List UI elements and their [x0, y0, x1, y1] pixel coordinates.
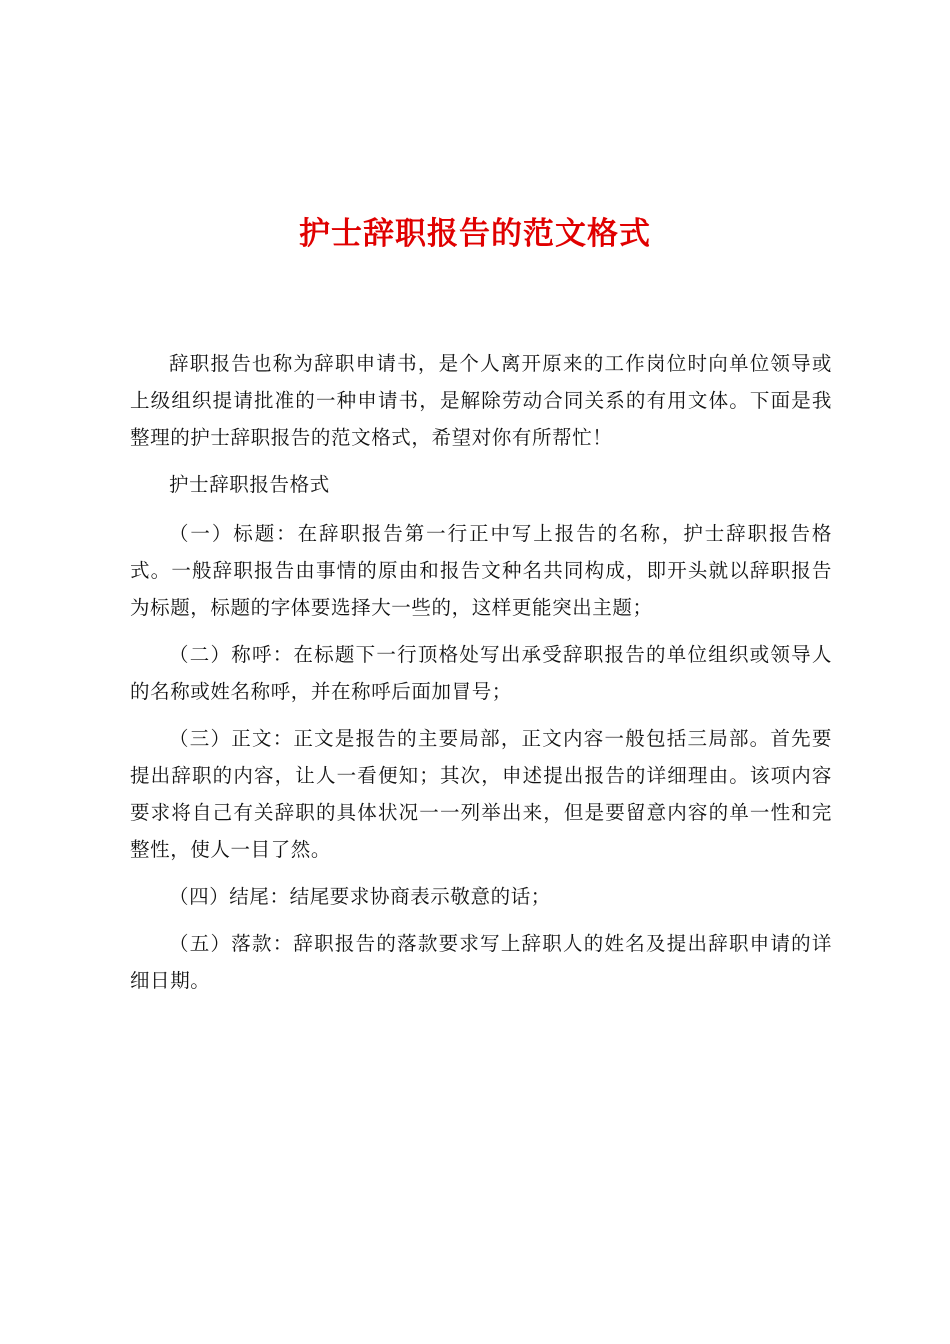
- item-salutation-paragraph: （二）称呼：在标题下一行顶格处写出承受辞职报告的单位组织或领导人的名称或姓名称呼，并在称呼后面加冒号；: [130, 643, 832, 703]
- document-body: [130, 345, 832, 1009]
- section-heading: 护士辞职报告格式: [169, 473, 330, 496]
- item-title-paragraph: （一）标题：在辞职报告第一行正中写上报告的名称，护士辞职报告格式。一般辞职报告由事情的原由和报告文种名共同构成，即开头就以辞职报告为标题，标题的字体要选择大一些的，这样更能突出主题；: [130, 522, 832, 619]
- item-signature-paragraph: （五）落款：辞职报告的落款要求写上辞职人的姓名及提出辞职申请的详细日期。: [130, 932, 832, 992]
- item-body-paragraph: （三）正文：正文是报告的主要局部，正文内容一般包括三局部。首先要提出辞职的内容，让人一看便知；其次，申述提出报告的详细理由。该项内容要求将自己有关辞职的具体状况一一列举出来，但是要留意内容的单一性和完整性，使人一目了然。: [130, 727, 832, 861]
- intro-paragraph: 辞职报告也称为辞职申请书，是个人离开原来的工作岗位时向单位领导或上级组织提请批准的一种申请书，是解除劳动合同关系的有用文体。下面是我整理的护士辞职报告的范文格式，希望对你有所帮忙！: [130, 352, 832, 449]
- item-closing-paragraph: （四）结尾：结尾要求协商表示敬意的话；: [169, 885, 551, 908]
- document-title: 护士辞职报告的范文格式: [299, 216, 651, 252]
